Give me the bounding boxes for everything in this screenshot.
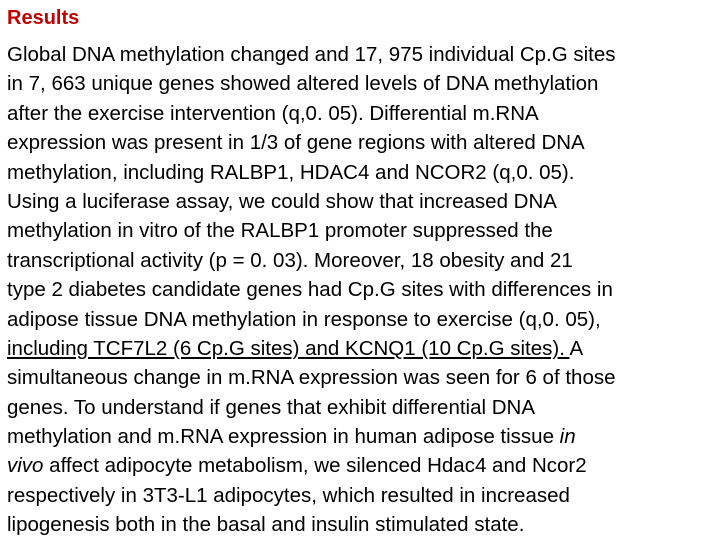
text-line: methylation in vitro of the RALBP1 promoter suppressed the xyxy=(7,219,553,243)
text-fragment: methylation and m.RNA expression in human adipose tissue xyxy=(7,425,560,449)
text-fragment: A xyxy=(569,336,584,360)
text-line: after the exercise intervention (q,0. 05). Differential m.RNA xyxy=(7,101,539,125)
text-line xyxy=(7,451,616,480)
text-line: Global DNA methylation changed and 17, 975 individual Cp.G sites xyxy=(7,43,616,66)
text-line: simultaneous change in m.RNA expression was seen for 6 of those xyxy=(7,366,616,390)
text-line: adipose tissue DNA methylation in response to exercise (q,0. 05), xyxy=(7,307,601,331)
text-line xyxy=(7,422,616,451)
italic-in-vivo-start: in xyxy=(559,425,576,449)
text-fragment: affect adipocyte metabolism, we silenced Hdac4 and Ncor2 xyxy=(43,454,587,478)
text-line: lipogenesis both in the basal and insulin stimulated state. xyxy=(7,513,525,537)
text-line: genes. To understand if genes that exhibit differential DNA xyxy=(7,395,536,419)
text-line xyxy=(7,334,616,363)
results-heading: Results xyxy=(7,7,80,29)
italic-in-vivo-end: vivo xyxy=(7,454,44,478)
text-line: expression was present in 1/3 of gene regions with altered DNA xyxy=(7,131,585,155)
text-line: transcriptional activity (p = 0. 03). Moreover, 18 obesity and 21 xyxy=(7,248,573,272)
results-paragraph xyxy=(7,40,616,540)
text-line: in 7, 663 unique genes showed altered levels of DNA methylation xyxy=(7,72,599,96)
text-line: Using a luciferase assay, we could show that increased DNA xyxy=(7,189,557,213)
text-line: respectively in 3T3-L1 adipocytes, which resulted in increased xyxy=(7,483,570,507)
text-line: methylation, including RALBP1, HDAC4 and NCOR2 (q,0. 05). xyxy=(7,160,575,184)
text-line: type 2 diabetes candidate genes had Cp.G sites with differences in xyxy=(7,278,613,302)
underlined-genes-text: including TCF7L2 (6 Cp.G sites) and KCNQ1 (10 Cp.G sites). xyxy=(7,336,570,360)
